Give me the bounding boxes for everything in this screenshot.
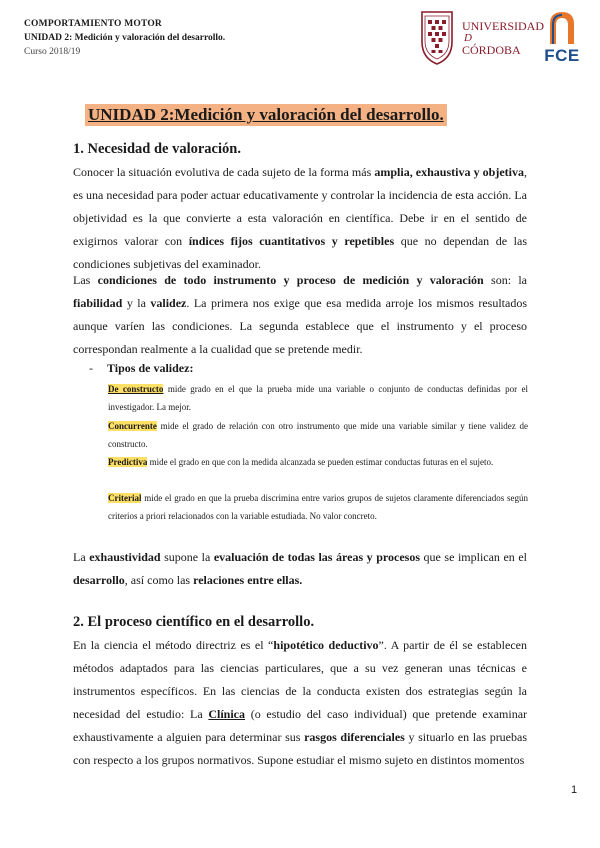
validity-type-item: Predictiva mide el grado en que con la medida alcanzada se pueden estimar conductas futuras en el sujeto. bbox=[108, 457, 494, 467]
universidad-cordoba-logo bbox=[416, 8, 544, 68]
page-number: 1 bbox=[571, 784, 578, 796]
paragraph-valoracion: Conocer la situación evolutiva de cada sujeto de la forma más amplia, exhaustiva y objetiva, es una necesidad para poder actuar educativamente y controlar la incidencia de esta acción. La objetividad es la que convierte a esta valoración en científica. Debe ir en el sentido de exigirnos valorar con índices fijos cuantitativos y repetibles que no dependan de las condiciones subjetivas del examinador. bbox=[73, 165, 528, 271]
validity-type-item: Concurrente mide el grado de relación con otro instrumento que mide una variable similar y tiene validez de constructo. bbox=[108, 421, 528, 449]
fce-wordmark: FCE bbox=[544, 46, 580, 65]
page-header bbox=[24, 17, 225, 59]
validity-type-item: De constructo mide grado en el que la prueba mide una variable o conjunto de conductas definidas por el investigador. La mejor. bbox=[108, 384, 528, 412]
uco-wordmark: UNIVERSIDAD D CÓRDOBA bbox=[462, 19, 544, 57]
fce-arch-icon bbox=[540, 8, 584, 46]
page-title: UNIDAD 2:Medición y valoración del desarrollo. bbox=[85, 104, 447, 126]
validity-type-item: Criterial mide el grado en que la prueba discrimina entre varios grupos de sujetos claramente diferenciados según criterios a priori relacionados con la variable estudiada. No valor concreto. bbox=[108, 493, 528, 521]
section-heading-1: 1. Necesidad de valoración. bbox=[73, 141, 241, 157]
bullet-tipos-validez: - Tipos de validez: bbox=[89, 361, 194, 375]
header-course: COMPORTAMIENTO MOTOR bbox=[24, 19, 162, 29]
header-year: Curso 2018/19 bbox=[24, 47, 81, 57]
fce-logo bbox=[540, 8, 584, 68]
section-heading-2: 2. El proceso científico en el desarrollo. bbox=[73, 614, 315, 630]
paragraph-proceso-cientifico: En la ciencia el método directriz es el “hipotético deductivo”. A partir de él se establecen métodos adaptados para las ciencias particulares, que a su vez generan unas técnicas e instrumentos específicos. En las ciencias de la conducta existen dos estrategias según la necesidad del estudio: La Clínica (o estudio del caso individual) que pretende examinar exhaustivamente a alguien para determinar sus rasgos diferenciales y situarlo en las pruebas con respecto a los grupos normativos. Supone estudiar el mismo sujeto en distintos momentos bbox=[73, 638, 528, 767]
paragraph-condiciones: Las condiciones de todo instrumento y proceso de medición y valoración son: la fiabilidad y la validez. La primera nos exige que esa medida arroje los mismos resultados aunque varíen las condiciones. La segunda establece que el instrumento y el proceso correspondan realmente a la cualidad que se pretende medir. bbox=[73, 273, 527, 356]
paragraph-exhaustividad: La exhaustividad supone la evaluación de todas las áreas y procesos que se implican en el desarrollo, así como las relaciones entre ellas. bbox=[73, 550, 528, 587]
header-unit: UNIDAD 2: Medición y valoración del desarrollo. bbox=[24, 33, 226, 43]
uco-seal-icon bbox=[416, 8, 458, 66]
